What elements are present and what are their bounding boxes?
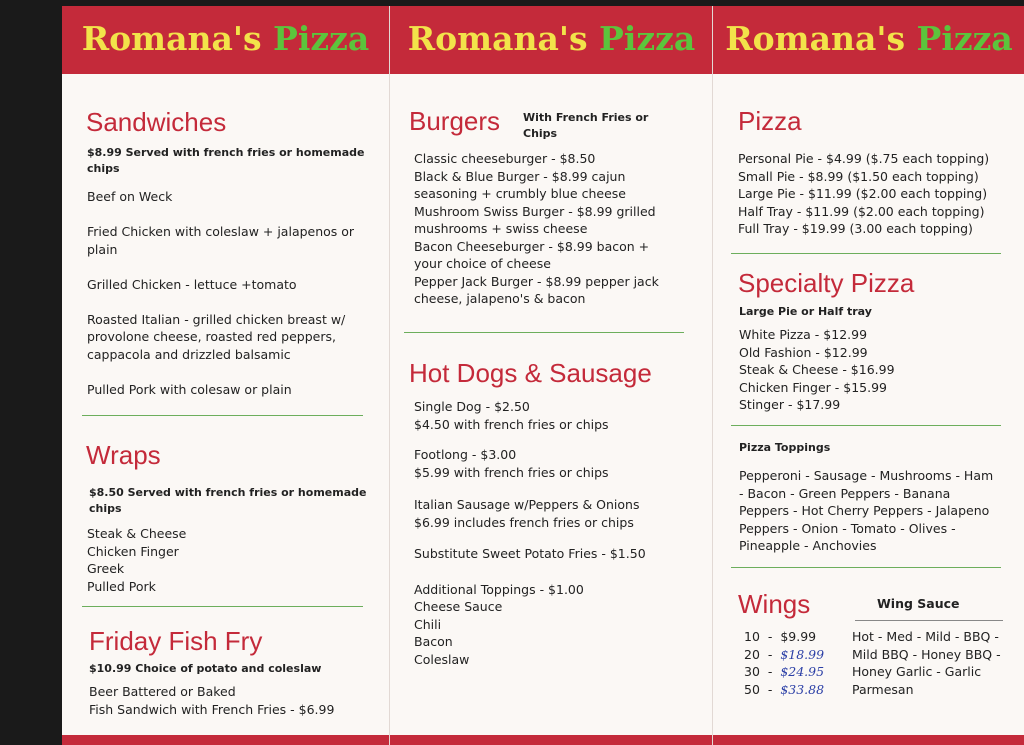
- divider: [82, 606, 363, 607]
- divider: [731, 253, 1001, 254]
- menu-item: Classic cheeseburger - $8.50: [414, 151, 596, 166]
- menu-item: Greek: [87, 561, 125, 576]
- wing-row: 50 - $33.88: [744, 681, 825, 697]
- hotdogs-title: Hot Dogs & Sausage: [409, 358, 652, 388]
- menu-item: Old Fashion - $12.99: [739, 344, 868, 360]
- menu-item: Italian Sausage w/Peppers & Onions: [414, 497, 640, 512]
- toppings-title: Pizza Toppings: [739, 441, 831, 454]
- menu-item: Large Pie - $11.99 ($2.00 each topping): [738, 186, 988, 201]
- menu-item: Steak & Cheese - $16.99: [739, 362, 895, 377]
- specialty-title: Specialty Pizza: [738, 268, 915, 298]
- menu-item: Pulled Pork: [87, 578, 156, 594]
- menu-item-detail: $5.99 with french fries or chips: [414, 464, 609, 480]
- menu-item: Pepper Jack Burger - $8.99 pepper jack cheese, jalapeno's & bacon: [414, 273, 659, 306]
- hotdogs-list: [414, 398, 694, 668]
- menu-item: Single Dog - $2.50: [414, 399, 530, 414]
- menu-item: Mushroom Swiss Burger - $8.99 grilled mushrooms + swiss cheese: [414, 203, 656, 236]
- footer-band: [390, 735, 713, 745]
- brand-logo: [62, 19, 389, 59]
- menu-item: Small Pie - $8.99 ($1.50 each topping): [738, 168, 979, 184]
- wings-price-list: [744, 628, 854, 698]
- menu-item: Half Tray - $11.99 ($2.00 each topping): [738, 203, 985, 219]
- wraps-list: [87, 525, 365, 595]
- wing-count: 50: [744, 681, 760, 697]
- wing-price: $9.99: [780, 629, 817, 644]
- wing-row: 20 - $18.99: [744, 646, 825, 662]
- burgers-title: Burgers: [409, 106, 501, 136]
- wing-row: 10 - $9.99: [744, 629, 817, 644]
- wings-title: Wings: [738, 589, 811, 619]
- wing-price: $18.99: [780, 646, 825, 662]
- wing-count: 30: [744, 664, 760, 679]
- fish-fry-list: [89, 683, 374, 718]
- menu-item: Fried Chicken with coleslaw + jalapenos or plain: [87, 224, 355, 257]
- wing-count: 20: [744, 646, 760, 662]
- menu-item: Roasted Italian - grilled chicken breast w/ provolone cheese, roasted red peppers, cappacola and drizzled balsamic: [87, 311, 346, 362]
- brand-logo: [713, 19, 1024, 59]
- pizza-title: Pizza: [738, 106, 802, 136]
- menu-item-detail: $4.50 with french fries or chips: [414, 416, 609, 432]
- brand-logo: [390, 19, 713, 59]
- menu-item: Chili: [414, 616, 442, 632]
- burgers-list: [414, 150, 679, 308]
- banner: [713, 6, 1024, 74]
- specialty-note: Large Pie or Half tray: [739, 305, 872, 318]
- menu-item: Fish Sandwich with French Fries - $6.99: [89, 701, 335, 717]
- menu-item: Black & Blue Burger - $8.99 cajun seasoning + crumbly blue cheese: [414, 168, 626, 201]
- toppings-list: Pepperoni - Sausage - Mushrooms - Ham - Bacon - Green Peppers - Banana Peppers - Hot Cherry Peppers - Jalapeno Peppers - Onion - Tomato - Olives - Pineapple - Anchovies: [739, 468, 994, 553]
- sandwiches-list: [87, 188, 365, 398]
- banner: [390, 6, 713, 74]
- menu-item-detail: $6.99 includes french fries or chips: [414, 514, 634, 530]
- menu-brochure: [62, 6, 1024, 745]
- brand-name: Romana's: [725, 19, 906, 58]
- menu-item: Full Tray - $19.99 (3.00 each topping): [738, 221, 973, 236]
- wing-sauce-list: Hot - Med - Mild - BBQ - Mild BBQ - Honey BBQ - Honey Garlic - Garlic Parmesan: [852, 629, 1001, 697]
- wraps-note: $8.50 Served with french fries or homemade chips: [89, 486, 367, 515]
- divider: [855, 620, 1003, 621]
- pizza-list: [738, 150, 1008, 238]
- sandwiches-title: Sandwiches: [86, 107, 227, 137]
- brand-product: Pizza: [599, 19, 696, 58]
- menu-item: Chicken Finger: [87, 543, 179, 559]
- wraps-title: Wraps: [86, 440, 161, 470]
- fish-fry-note: $10.99 Choice of potato and coleslaw: [89, 662, 322, 675]
- banner: [62, 6, 389, 74]
- menu-item: Bacon: [414, 634, 453, 649]
- menu-item: Coleslaw: [414, 651, 470, 667]
- brand-name: Romana's: [407, 19, 588, 58]
- menu-item: Beer Battered or Baked: [89, 684, 236, 699]
- menu-item: Grilled Chicken - lettuce +tomato: [87, 276, 297, 292]
- menu-item: Footlong - $3.00: [414, 447, 517, 462]
- menu-panel-right: [712, 6, 1024, 745]
- menu-item: White Pizza - $12.99: [739, 327, 868, 342]
- wing-price: $33.88: [780, 681, 825, 697]
- divider: [731, 567, 1001, 568]
- brand-product: Pizza: [273, 19, 370, 58]
- menu-item: Stinger - $17.99: [739, 397, 841, 412]
- sandwiches-note: $8.99 Served with french fries or homemade chips: [87, 146, 365, 175]
- footer-band: [62, 735, 389, 745]
- brand-product: Pizza: [916, 19, 1013, 58]
- menu-item: Personal Pie - $4.99 ($.75 each topping): [738, 151, 990, 166]
- menu-item: Steak & Cheese: [87, 526, 187, 541]
- divider: [404, 332, 684, 333]
- footer-band: [713, 735, 1024, 745]
- menu-item: Beef on Weck: [87, 189, 173, 204]
- menu-item: Bacon Cheeseburger - $8.99 bacon + your choice of cheese: [414, 238, 650, 271]
- divider: [731, 425, 1001, 426]
- wing-price: $24.95: [780, 664, 825, 679]
- menu-item: Chicken Finger - $15.99: [739, 379, 888, 395]
- wing-sauce-title: Wing Sauce: [877, 596, 960, 611]
- divider: [82, 415, 363, 416]
- wing-row: 30 - $24.95: [744, 664, 825, 679]
- menu-panel-middle: [389, 6, 713, 745]
- burgers-note: With French Fries or Chips: [523, 111, 649, 140]
- menu-item: Pulled Pork with colesaw or plain: [87, 381, 292, 397]
- brand-name: Romana's: [81, 19, 262, 58]
- specialty-list: [739, 326, 1009, 414]
- menu-panel-left: [62, 6, 389, 745]
- fish-fry-title: Friday Fish Fry: [89, 626, 263, 656]
- wing-count: 10: [744, 629, 760, 644]
- toppings-title: Additional Toppings - $1.00: [414, 581, 584, 597]
- menu-item: Cheese Sauce: [414, 599, 503, 614]
- menu-item: Substitute Sweet Potato Fries - $1.50: [414, 546, 646, 561]
